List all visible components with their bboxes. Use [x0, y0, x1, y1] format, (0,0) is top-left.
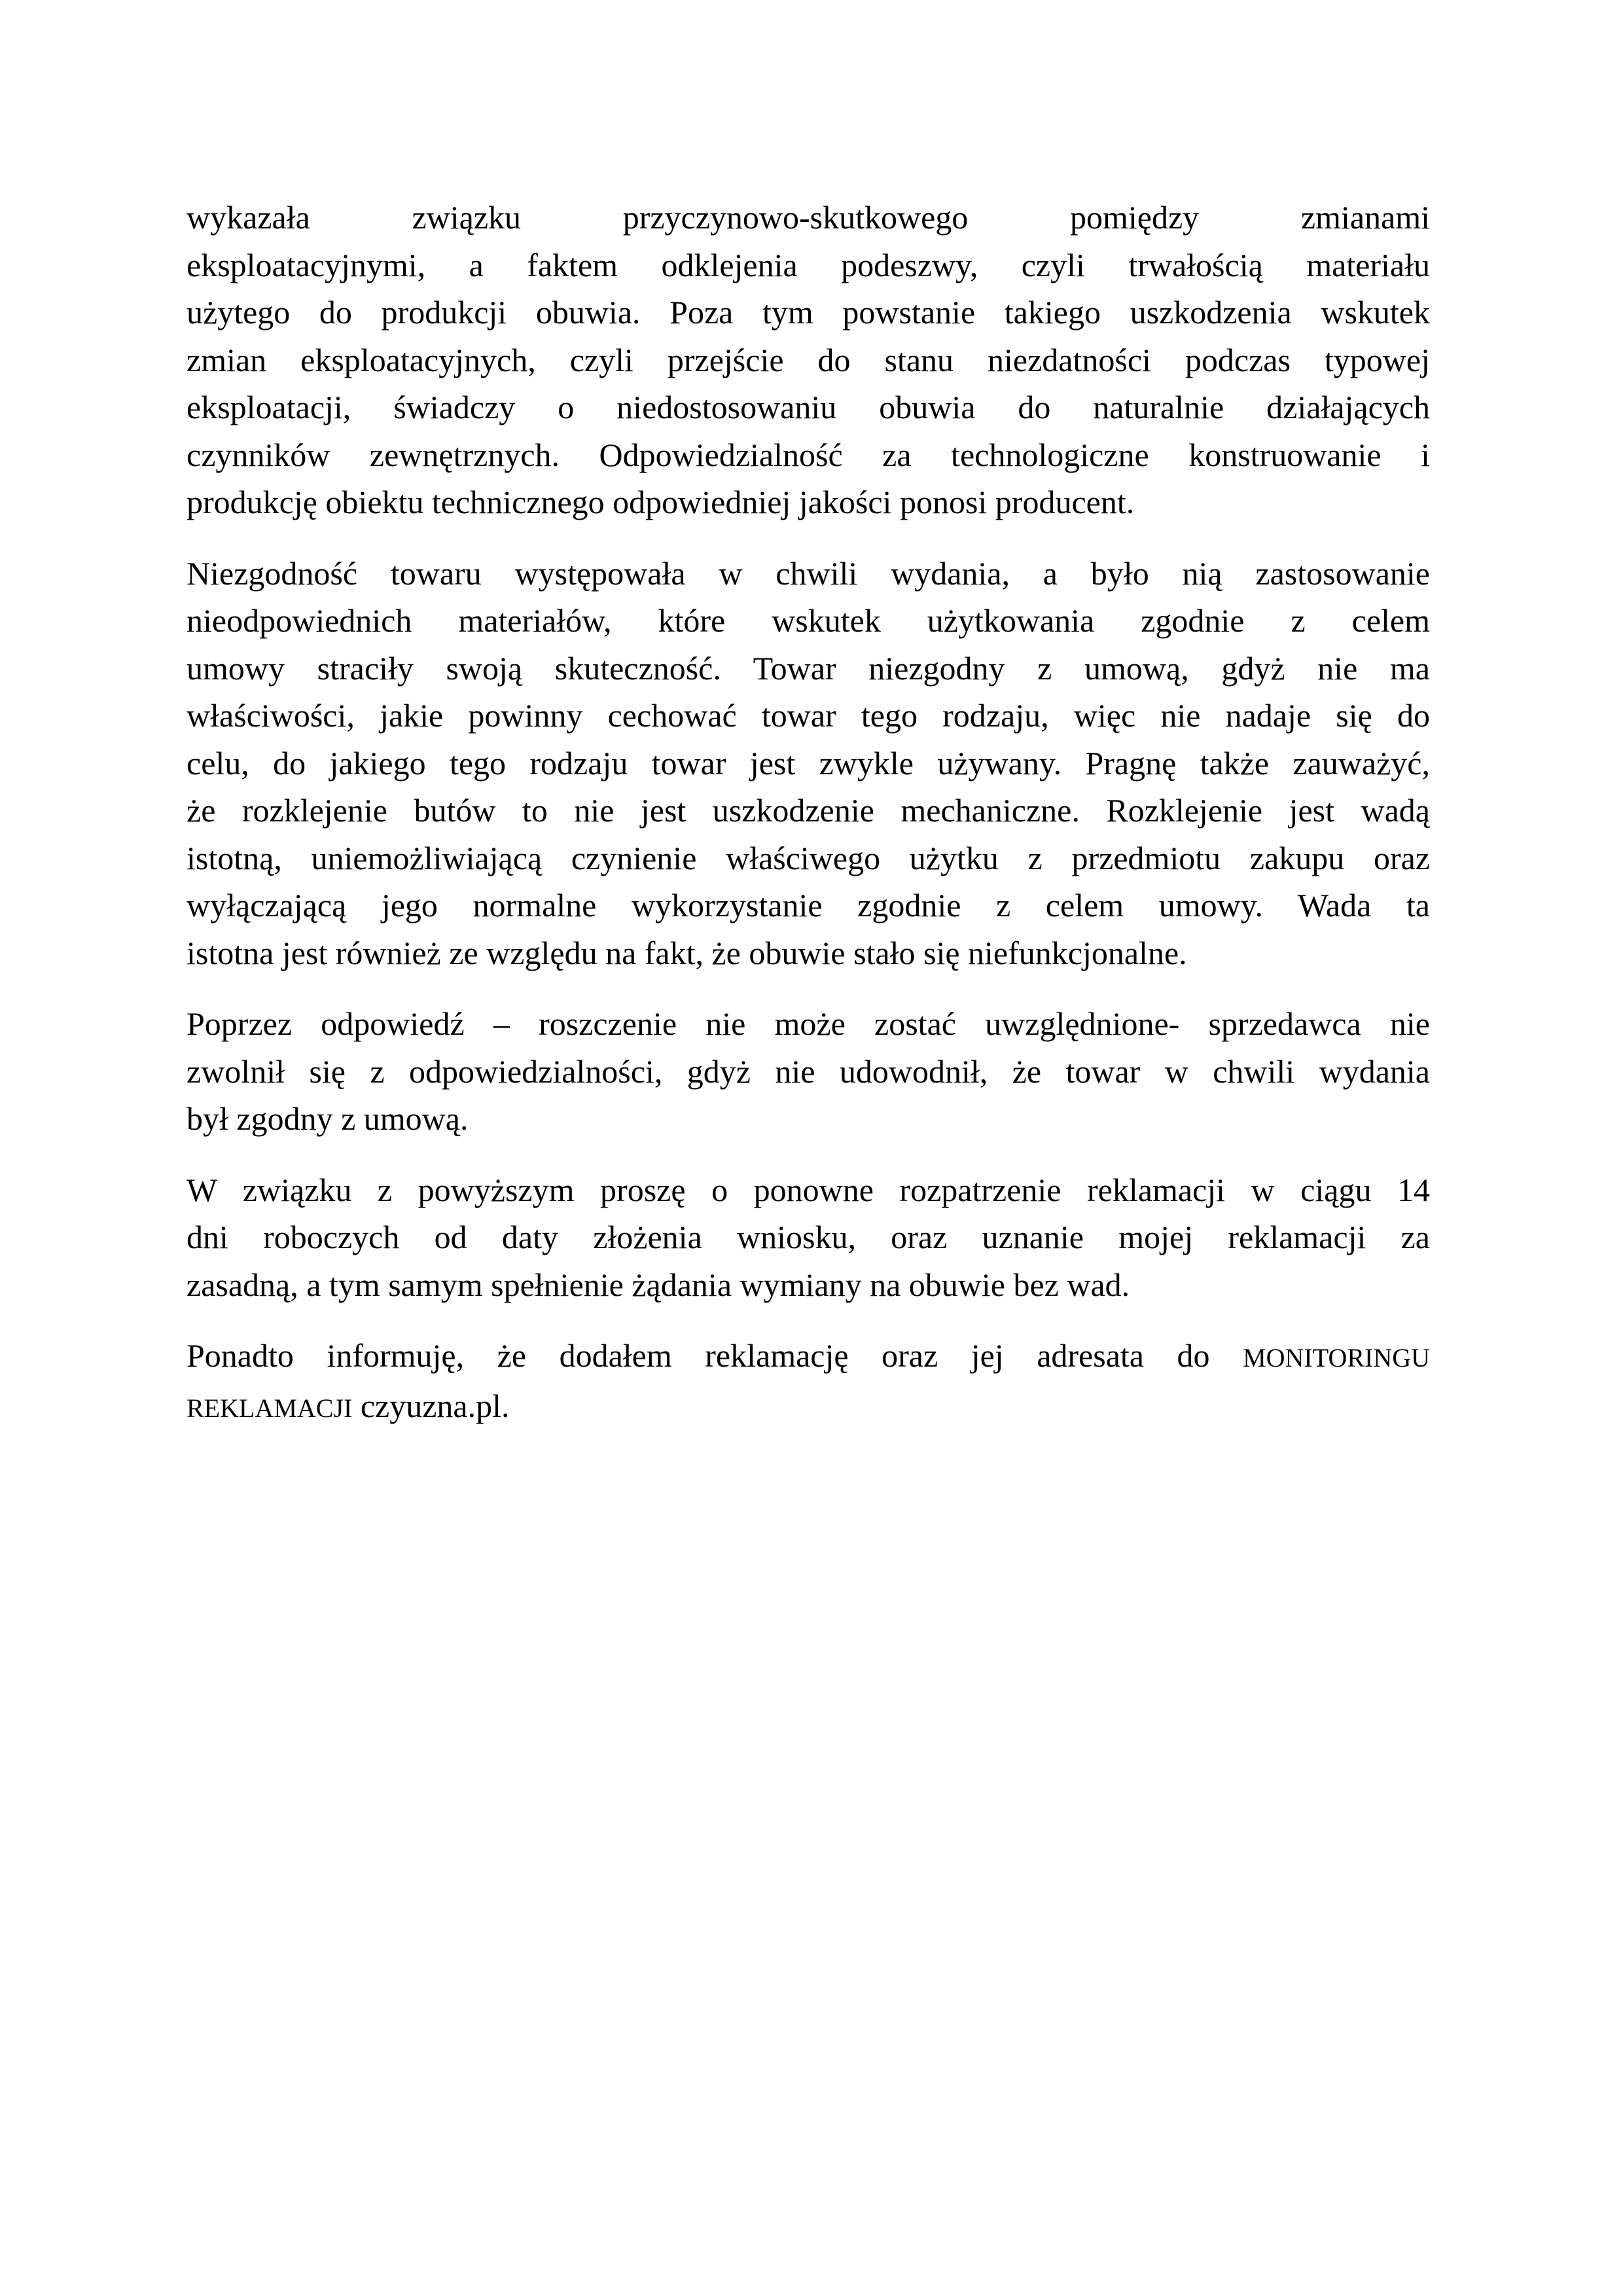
reklamacji-caps-text: REKLAMACJI	[187, 1393, 353, 1423]
paragraph-1	[187, 194, 1430, 526]
text-line: umowy straciły swoją skuteczność. Towar niezgodny z umową, gdyż nie ma	[187, 649, 1430, 687]
text-line: zmian eksploatacyjnych, czyli przejście do stanu niezdatności podczas typowej	[187, 341, 1430, 378]
text-line: Niezgodność towaru występowała w chwili wydania, a było nią zastosowanie	[187, 554, 1430, 592]
letter-body	[187, 194, 1430, 1456]
text-line: czynników zewnętrznych. Odpowiedzialność za technologiczne konstruowanie i	[187, 436, 1430, 473]
text-line: zasadną, a tym samym spełnienie żądania wymiany na obuwie bez wad.	[187, 1266, 1130, 1303]
text-line: eksploatacyjnymi, a faktem odklejenia podeszwy, czyli trwałością materiału	[187, 246, 1430, 283]
text-line: W związku z powyższym proszę o ponowne rozpatrzenie reklamacji w ciągu 14	[187, 1171, 1430, 1208]
paragraph-4	[187, 1166, 1430, 1309]
text-line: produkcję obiektu technicznego odpowiedniej jakości ponosi producent.	[187, 484, 1135, 520]
text-line: że rozklejenie butów to nie jest uszkodzenie mechaniczne. Rozklejenie jest wadą	[187, 792, 1430, 829]
text-line: nieodpowiednich materiałów, które wskutek użytkowania zgodnie z celem	[187, 602, 1430, 639]
paragraph-5	[187, 1332, 1430, 1432]
text-line: zwolnił się z odpowiedzialności, gdyż nie udowodnił, że towar w chwili wydania	[187, 1052, 1430, 1090]
text-line: celu, do jakiego tego rodzaju towar jest zwykle używany. Pragnę także zauważyć,	[187, 744, 1430, 781]
text-line: Poprzez odpowiedź – roszczenie nie może zostać uwzględnione- sprzedawca nie	[187, 1005, 1430, 1042]
text-line: eksploatacji, świadczy o niedostosowaniu obuwia do naturalnie działających	[187, 389, 1430, 425]
text-line	[187, 1332, 1430, 1382]
paragraph-2	[187, 550, 1430, 977]
text-line: istotna jest również ze względu na fakt, że obuwie stało się niefunkcjonalne.	[187, 934, 1187, 971]
text-line: wyłączającą jego normalne wykorzystanie zgodnie z celem umowy. Wada ta	[187, 887, 1430, 924]
text-line	[187, 1382, 1430, 1433]
text-line: istotną, uniemożliwiającą czynienie właściwego użytku z przedmiotu zakupu oraz	[187, 839, 1430, 876]
paragraph-3	[187, 1000, 1430, 1143]
closing-text-segment: Ponadto informuję, że dodałem reklamację oraz jej adresata do	[187, 1337, 1243, 1374]
text-line: właściwości, jakie powinny cechować towar tego rodzaju, więc nie nadaje się do	[187, 697, 1430, 734]
monitoring-caps-text: MONITORINGU	[1243, 1343, 1430, 1372]
closing-text-segment: czyuzna.pl.	[352, 1387, 510, 1424]
text-line: był zgodny z umową.	[187, 1100, 469, 1137]
text-line: wykazała związku przyczynowo-skutkowego pomiędzy zmianami	[187, 199, 1430, 236]
text-line: użytego do produkcji obuwia. Poza tym powstanie takiego uszkodzenia wskutek	[187, 294, 1430, 331]
text-line: dni roboczych od daty złożenia wniosku, oraz uznanie mojej reklamacji za	[187, 1219, 1430, 1255]
